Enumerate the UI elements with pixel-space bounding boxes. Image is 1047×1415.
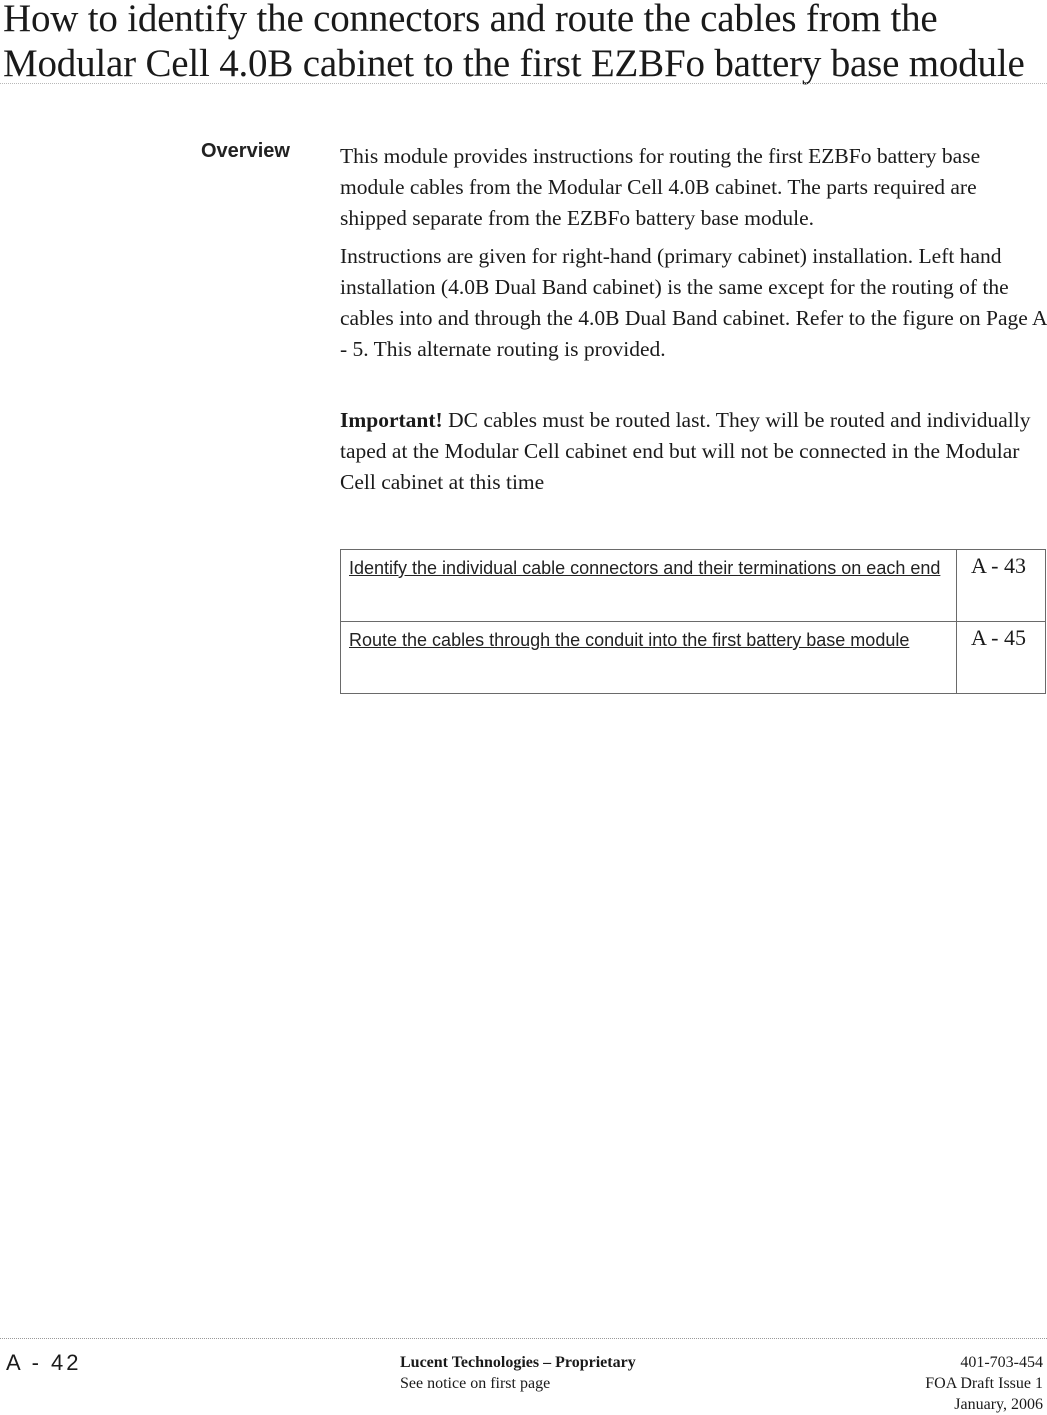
procedure-link-identify-connectors[interactable]: Identify the individual cable connectors and their terminations on each end [349, 558, 941, 578]
page-reference: A - 43 [957, 550, 1046, 622]
section-label-overview: Overview [201, 140, 290, 162]
document-number: 401-703-454 [960, 1354, 1043, 1371]
table-row [341, 550, 1046, 622]
issue-label: FOA Draft Issue 1 [925, 1375, 1043, 1392]
company-name: Lucent Technologies – Proprietary [400, 1354, 636, 1371]
important-text: DC cables must be routed last. They will be routed and individually taped at the Modular Cell cabinet end but will not be connected in the Modular Cell cabinet at this time [340, 408, 1031, 494]
title-divider [0, 83, 1047, 84]
procedure-cell [341, 550, 957, 622]
issue-date: January, 2006 [954, 1396, 1043, 1413]
overview-paragraph-1: This module provides instructions for routing the first EZBFo battery base module cables from the Modular Cell 4.0B cabinet. The parts required are shipped separate from the EZBFo battery base module. [340, 144, 981, 230]
footer-divider [0, 1338, 1047, 1339]
page-title: How to identify the connectors and route the cables from the Modular Cell 4.0B cabinet to the first EZBFo battery base module [3, 0, 1025, 85]
important-label: Important! [340, 408, 443, 432]
overview-paragraph-2: Instructions are given for right-hand (primary cabinet) installation. Left hand installation (4.0B Dual Band cabinet) is the same except for the routing of the cables into and through the 4.0B Dual Band cabinet. Refer to the figure on Page A - 5. This alternate routing is provided. [340, 244, 1047, 361]
footer-company-block [400, 1352, 636, 1394]
important-note [340, 405, 1047, 498]
procedure-table [340, 549, 1046, 694]
page-reference: A - 45 [957, 622, 1046, 694]
table-row [341, 622, 1046, 694]
procedure-link-route-cables[interactable]: Route the cables through the conduit into the first battery base module [349, 630, 910, 650]
procedure-cell [341, 622, 957, 694]
notice-text: See notice on first page [400, 1375, 551, 1392]
footer-document-info [925, 1352, 1043, 1415]
page-number: A - 42 [6, 1350, 82, 1375]
